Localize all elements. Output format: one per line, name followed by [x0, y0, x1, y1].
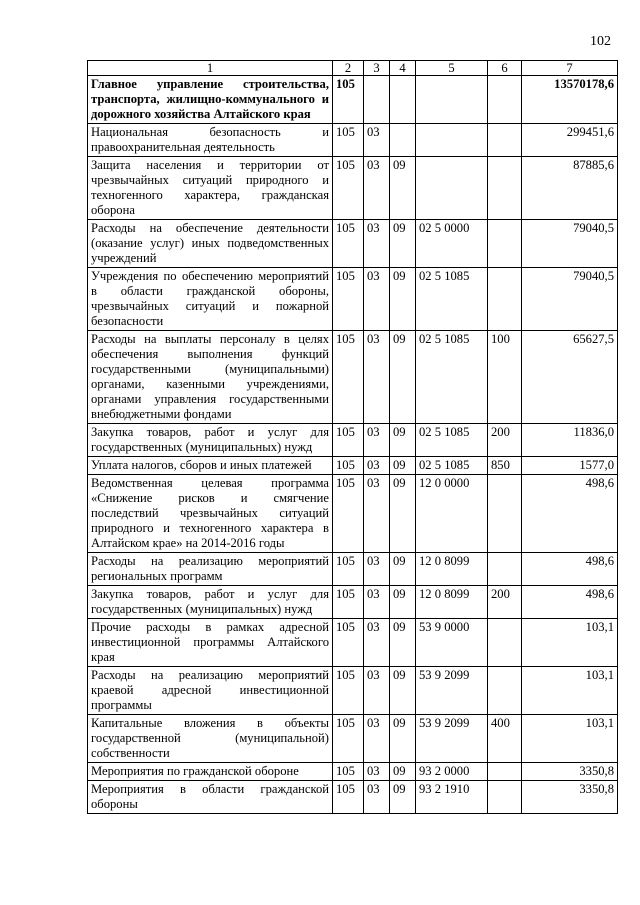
row-description: Расходы на выплаты персоналу в целях обеспечения выполнения функций государственными (муниципальными) органами, казенными учреждениями, органами управления государственными внебюджетными фондами	[88, 331, 333, 424]
row-expense-type	[488, 619, 522, 667]
row-ministry-code: 105	[333, 457, 364, 475]
table-row	[88, 667, 618, 715]
row-subsection: 09	[390, 268, 416, 331]
row-section: 03	[364, 124, 390, 157]
row-ministry-code: 105	[333, 586, 364, 619]
header-cell: 6	[488, 61, 522, 76]
row-target-article: 02 5 1085	[416, 268, 488, 331]
header-cell: 3	[364, 61, 390, 76]
table-row	[88, 124, 618, 157]
page-number: 102	[590, 34, 611, 49]
row-description: Учреждения по обеспечению мероприятий в области гражданской обороны, чрезвычайных ситуаций и пожарной безопасности	[88, 268, 333, 331]
row-section: 03	[364, 781, 390, 814]
row-expense-type	[488, 553, 522, 586]
table-row	[88, 220, 618, 268]
row-target-article: 12 0 0000	[416, 475, 488, 553]
row-target-article: 02 5 1085	[416, 331, 488, 424]
row-expense-type	[488, 76, 522, 124]
row-section: 03	[364, 220, 390, 268]
row-subsection: 09	[390, 220, 416, 268]
row-expense-type	[488, 157, 522, 220]
row-expense-type	[488, 124, 522, 157]
row-expense-type: 200	[488, 586, 522, 619]
row-amount: 1577,0	[522, 457, 618, 475]
row-target-article: 02 5 0000	[416, 220, 488, 268]
row-section: 03	[364, 157, 390, 220]
row-amount: 65627,5	[522, 331, 618, 424]
row-amount: 103,1	[522, 715, 618, 763]
row-section: 03	[364, 619, 390, 667]
row-ministry-code: 105	[333, 424, 364, 457]
row-description: Капитальные вложения в объекты государственной (муниципальной) собственности	[88, 715, 333, 763]
row-description: Расходы на реализацию мероприятий краевой адресной инвестиционной программы	[88, 667, 333, 715]
row-description: Расходы на реализацию мероприятий региональных программ	[88, 553, 333, 586]
table-body	[88, 76, 618, 814]
row-subsection: 09	[390, 586, 416, 619]
row-ministry-code: 105	[333, 475, 364, 553]
row-amount: 3350,8	[522, 763, 618, 781]
row-description: Главное управление строительства, транспорта, жилищно-коммунального и дорожного хозяйства Алтайского края	[88, 76, 333, 124]
row-subsection: 09	[390, 331, 416, 424]
row-amount: 11836,0	[522, 424, 618, 457]
row-section	[364, 76, 390, 124]
row-ministry-code: 105	[333, 763, 364, 781]
row-subsection: 09	[390, 553, 416, 586]
table-row	[88, 76, 618, 124]
row-subsection	[390, 76, 416, 124]
row-ministry-code: 105	[333, 157, 364, 220]
row-amount: 299451,6	[522, 124, 618, 157]
row-section: 03	[364, 475, 390, 553]
row-description: Ведомственная целевая программа «Снижение рисков и смягчение последствий чрезвычайных ситуаций природного и техногенного характера в Алтайском крае» на 2014-2016 годы	[88, 475, 333, 553]
row-ministry-code: 105	[333, 781, 364, 814]
row-section: 03	[364, 268, 390, 331]
row-amount: 498,6	[522, 553, 618, 586]
row-subsection: 09	[390, 763, 416, 781]
row-target-article: 02 5 1085	[416, 424, 488, 457]
row-section: 03	[364, 667, 390, 715]
row-description: Закупка товаров, работ и услуг для государственных (муниципальных) нужд	[88, 424, 333, 457]
row-section: 03	[364, 763, 390, 781]
row-ministry-code: 105	[333, 76, 364, 124]
row-subsection: 09	[390, 424, 416, 457]
row-expense-type	[488, 220, 522, 268]
row-expense-type: 850	[488, 457, 522, 475]
header-cell: 2	[333, 61, 364, 76]
table-row	[88, 457, 618, 475]
row-section: 03	[364, 331, 390, 424]
row-expense-type: 100	[488, 331, 522, 424]
row-ministry-code: 105	[333, 553, 364, 586]
row-section: 03	[364, 586, 390, 619]
row-target-article: 93 2 1910	[416, 781, 488, 814]
row-expense-type: 400	[488, 715, 522, 763]
header-cell: 1	[88, 61, 333, 76]
row-subsection: 09	[390, 457, 416, 475]
row-target-article	[416, 76, 488, 124]
row-section: 03	[364, 457, 390, 475]
row-amount: 103,1	[522, 667, 618, 715]
row-expense-type	[488, 781, 522, 814]
row-description: Национальная безопасность и правоохранительная деятельность	[88, 124, 333, 157]
row-description: Расходы на обеспечение деятельности (оказание услуг) иных подведомственных учреждений	[88, 220, 333, 268]
table-header	[88, 61, 618, 76]
row-description: Уплата налогов, сборов и иных платежей	[88, 457, 333, 475]
row-target-article: 12 0 8099	[416, 586, 488, 619]
row-amount: 13570178,6	[522, 76, 618, 124]
row-amount: 103,1	[522, 619, 618, 667]
row-subsection: 09	[390, 619, 416, 667]
row-target-article	[416, 124, 488, 157]
row-amount: 87885,6	[522, 157, 618, 220]
table-row	[88, 424, 618, 457]
row-target-article: 12 0 8099	[416, 553, 488, 586]
table-row	[88, 781, 618, 814]
row-amount: 79040,5	[522, 268, 618, 331]
table-row	[88, 553, 618, 586]
row-subsection: 09	[390, 667, 416, 715]
row-section: 03	[364, 715, 390, 763]
row-description: Защита населения и территории от чрезвычайных ситуаций природного и техногенного характера, гражданская оборона	[88, 157, 333, 220]
header-row	[88, 61, 618, 76]
row-description: Закупка товаров, работ и услуг для государственных (муниципальных) нужд	[88, 586, 333, 619]
table-row	[88, 715, 618, 763]
row-ministry-code: 105	[333, 619, 364, 667]
header-cell: 4	[390, 61, 416, 76]
header-cell: 5	[416, 61, 488, 76]
row-description: Прочие расходы в рамках адресной инвестиционной программы Алтайского края	[88, 619, 333, 667]
table-row	[88, 763, 618, 781]
row-expense-type	[488, 268, 522, 331]
row-ministry-code: 105	[333, 715, 364, 763]
row-amount: 498,6	[522, 586, 618, 619]
table-row	[88, 586, 618, 619]
row-ministry-code: 105	[333, 220, 364, 268]
row-expense-type	[488, 475, 522, 553]
row-section: 03	[364, 424, 390, 457]
row-subsection: 09	[390, 475, 416, 553]
row-description: Мероприятия в области гражданской обороны	[88, 781, 333, 814]
table-row	[88, 157, 618, 220]
table-row	[88, 619, 618, 667]
row-subsection	[390, 124, 416, 157]
row-ministry-code: 105	[333, 268, 364, 331]
row-ministry-code: 105	[333, 331, 364, 424]
row-target-article: 53 9 0000	[416, 619, 488, 667]
row-description: Мероприятия по гражданской обороне	[88, 763, 333, 781]
row-target-article: 53 9 2099	[416, 667, 488, 715]
row-ministry-code: 105	[333, 667, 364, 715]
row-target-article: 93 2 0000	[416, 763, 488, 781]
budget-table	[87, 60, 618, 814]
table-row	[88, 331, 618, 424]
row-target-article: 02 5 1085	[416, 457, 488, 475]
row-amount: 498,6	[522, 475, 618, 553]
table-row	[88, 475, 618, 553]
row-subsection: 09	[390, 715, 416, 763]
row-expense-type	[488, 763, 522, 781]
row-subsection: 09	[390, 781, 416, 814]
row-section: 03	[364, 553, 390, 586]
row-subsection: 09	[390, 157, 416, 220]
header-cell: 7	[522, 61, 618, 76]
row-ministry-code: 105	[333, 124, 364, 157]
row-target-article	[416, 157, 488, 220]
row-expense-type: 200	[488, 424, 522, 457]
row-amount: 79040,5	[522, 220, 618, 268]
row-expense-type	[488, 667, 522, 715]
row-target-article: 53 9 2099	[416, 715, 488, 763]
table-row	[88, 268, 618, 331]
row-amount: 3350,8	[522, 781, 618, 814]
